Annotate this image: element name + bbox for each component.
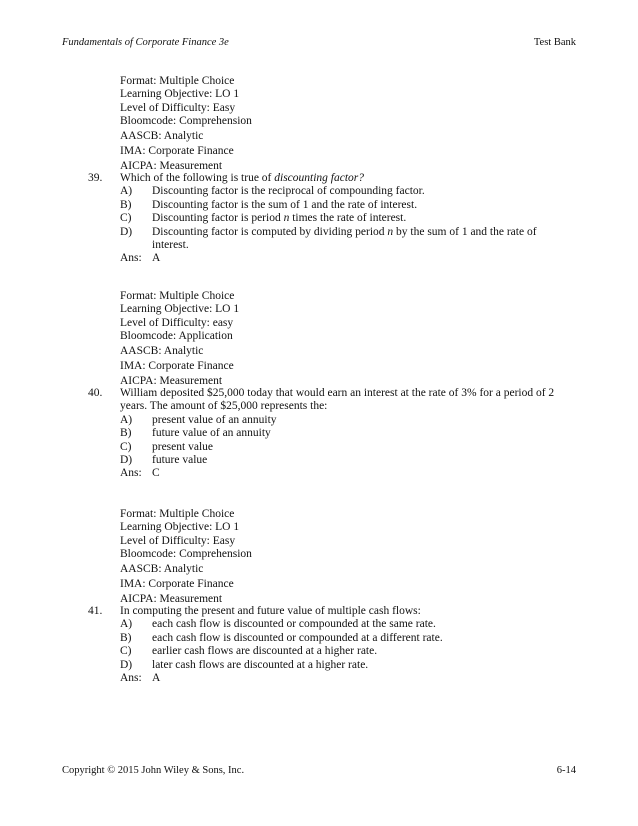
meta-objective: Learning Objective: LO 1 — [120, 303, 240, 316]
footer-copyright: Copyright © 2015 John Wiley & Sons, Inc. — [62, 765, 245, 776]
option-letter: A) — [120, 185, 133, 198]
meta-format: Format: Multiple Choice — [120, 75, 235, 87]
answer-value: A — [152, 672, 161, 685]
question-number: 41. — [88, 605, 103, 617]
option-a — [120, 618, 560, 631]
page-header — [62, 36, 576, 49]
meta-bloomcode: Bloomcode: Comprehension — [120, 548, 252, 561]
option-c — [120, 441, 560, 454]
option-a — [120, 185, 560, 198]
meta-aicpa: AICPA: Measurement — [120, 593, 223, 606]
option-letter: B) — [120, 631, 132, 644]
meta-objective: Learning Objective: LO 1 — [120, 521, 240, 534]
option-text: later cash flows are discounted at a higher rate. — [152, 658, 369, 671]
meta-bloomcode: Bloomcode: Comprehension — [120, 115, 252, 128]
option-a — [120, 414, 560, 427]
option-text: future value — [152, 454, 208, 467]
meta-format: Format: Multiple Choice — [120, 508, 235, 520]
header-section: Test Bank — [533, 37, 576, 48]
option-letter: C) — [120, 212, 132, 225]
meta-bloomcode: Bloomcode: Application — [120, 330, 233, 343]
option-b — [120, 199, 560, 212]
option-d — [120, 659, 560, 672]
question-block-41 — [88, 508, 560, 685]
option-text: present value of an annuity — [152, 413, 277, 426]
question-39 — [88, 172, 560, 266]
option-letter: A) — [120, 413, 133, 426]
option-letter: A) — [120, 618, 133, 631]
question-text: Which of the following is true of discounting factor? — [120, 172, 365, 184]
option-c — [120, 212, 560, 225]
meta-aicpa: AICPA: Measurement — [120, 160, 223, 173]
option-letter: C) — [120, 440, 132, 453]
question-number: 40. — [88, 387, 103, 399]
question-block-40 — [88, 290, 560, 480]
meta-aascb: AASCB: Analytic — [120, 129, 204, 142]
option-b — [120, 427, 560, 440]
meta-aicpa: AICPA: Measurement — [120, 375, 223, 388]
option-text: present value — [152, 440, 213, 453]
question-number: 39. — [88, 172, 103, 184]
option-letter: D) — [120, 225, 133, 238]
option-text: Discounting factor is period n times the rate of interest. — [152, 212, 407, 225]
option-b — [120, 632, 560, 645]
question-block-39 — [88, 75, 560, 265]
meta-ima: IMA: Corporate Finance — [120, 144, 234, 157]
option-letter: B) — [120, 198, 132, 211]
meta-objective: Learning Objective: LO 1 — [120, 88, 240, 101]
option-text: future value of an annuity — [152, 427, 271, 440]
option-letter: D) — [120, 454, 133, 467]
option-letter: B) — [120, 427, 132, 440]
meta-ima: IMA: Corporate Finance — [120, 359, 234, 372]
answer-line — [120, 252, 560, 265]
header-book-title: Fundamentals of Corporate Finance 3e — [62, 37, 229, 48]
page-footer — [62, 764, 576, 777]
option-d — [120, 454, 560, 467]
meta-difficulty: Level of Difficulty: Easy — [120, 534, 236, 547]
meta-difficulty: Level of Difficulty: easy — [120, 316, 234, 329]
answer-value: C — [152, 467, 160, 480]
question-text: In computing the present and future value of multiple cash flows: — [120, 605, 421, 617]
option-text: each cash flow is discounted or compounded at the same rate. — [152, 618, 436, 631]
answer-label: Ans: — [120, 252, 142, 265]
option-text: each cash flow is discounted or compounded at a different rate. — [152, 631, 443, 644]
meta-aascb: AASCB: Analytic — [120, 344, 204, 357]
answer-label: Ans: — [120, 467, 142, 480]
question-40 — [88, 387, 560, 481]
option-text: Discounting factor is the sum of 1 and the rate of interest. — [152, 198, 418, 211]
option-text: earlier cash flows are discounted at a higher rate. — [152, 645, 378, 658]
option-c — [120, 645, 560, 658]
meta-format: Format: Multiple Choice — [120, 290, 235, 302]
option-letter: C) — [120, 645, 132, 658]
answer-line — [120, 672, 560, 685]
answer-label: Ans: — [120, 672, 142, 685]
question-41 — [88, 605, 560, 685]
answer-line — [120, 467, 560, 480]
option-letter: D) — [120, 658, 133, 671]
option-text: Discounting factor is computed by dividing period n by the sum of 1 and the rate of interest. — [152, 225, 537, 252]
meta-ima: IMA: Corporate Finance — [120, 577, 234, 590]
option-text: Discounting factor is the reciprocal of compounding factor. — [152, 185, 425, 198]
footer-page-number: 6-14 — [556, 765, 576, 776]
answer-value: A — [152, 252, 161, 265]
option-d — [120, 226, 560, 253]
meta-aascb: AASCB: Analytic — [120, 562, 204, 575]
question-text: William deposited $25,000 today that would earn an interest at the rate of 3% for a period of 2 years. The amount of $25,000 represents the: — [120, 387, 555, 413]
meta-difficulty: Level of Difficulty: Easy — [120, 101, 236, 114]
